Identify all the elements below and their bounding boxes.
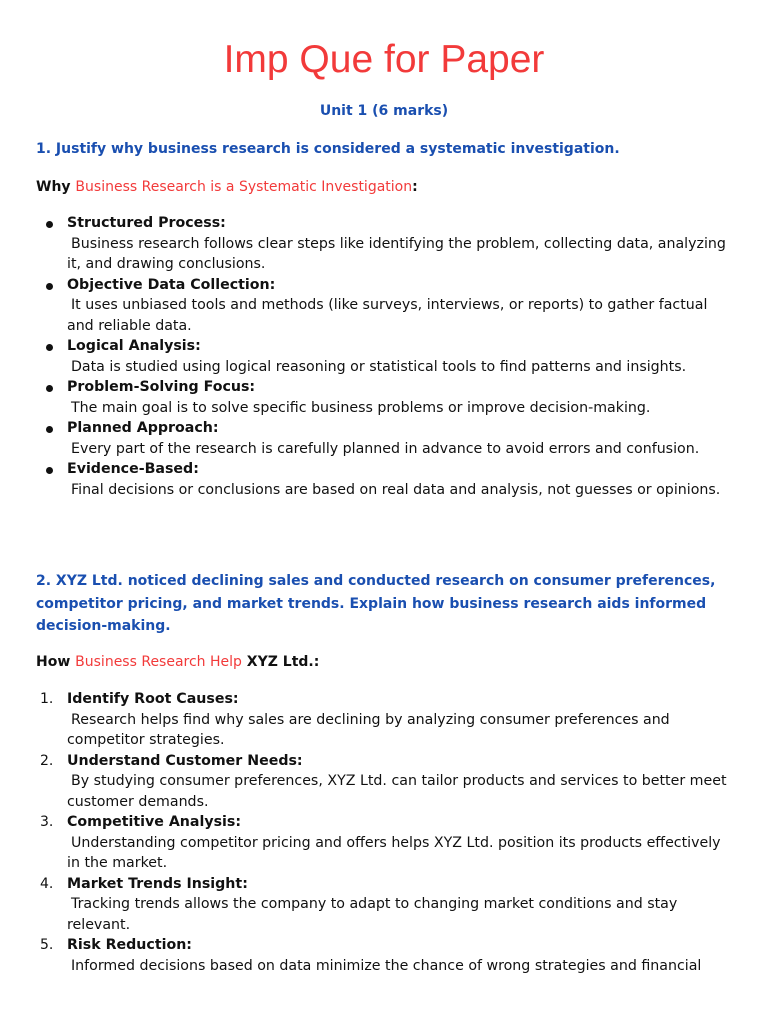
bullet-icon — [46, 467, 53, 474]
bullet-icon — [46, 283, 53, 290]
item-heading: Planned Approach: — [67, 420, 219, 436]
bullet-icon — [46, 426, 53, 433]
q1-bullet-list — [0, 213, 768, 500]
list-item — [0, 418, 768, 459]
q1-answer-lead — [36, 177, 736, 197]
item-heading: Logical Analysis: — [67, 338, 201, 354]
bullet-icon — [46, 344, 53, 351]
item-heading: Identify Root Causes: — [67, 691, 239, 707]
item-number: 1. — [40, 691, 54, 707]
list-item — [0, 213, 768, 275]
list-item — [0, 874, 768, 936]
item-number: 3. — [40, 814, 54, 830]
q1-lead-suffix: : — [412, 179, 418, 195]
item-number: 5. — [40, 937, 54, 953]
unit-heading: Unit 1 (6 marks) — [319, 103, 449, 119]
item-body: It uses unbiased tools and methods (like surveys, interviews, or reports) to gather factual and reliable data. — [67, 297, 708, 334]
item-heading: Risk Reduction: — [67, 937, 192, 953]
bullet-icon — [46, 385, 53, 392]
list-item — [0, 935, 768, 976]
item-number: 4. — [40, 875, 54, 892]
item-heading: Structured Process: — [67, 215, 226, 231]
q2-numbered-list — [0, 689, 768, 976]
list-item — [0, 689, 768, 751]
list-item — [0, 459, 768, 500]
item-body: Every part of the research is carefully planned in advance to avoid errors and confusion. — [71, 440, 700, 457]
page-title: Imp Que for Paper — [223, 38, 545, 81]
q2-answer-lead — [36, 652, 736, 672]
item-body: Informed decisions based on data minimize the chance of wrong strategies and financial — [71, 957, 702, 974]
item-heading: Problem-Solving Focus: — [67, 379, 256, 395]
item-body: By studying consumer preferences, XYZ Ltd. can tailor products and services to better meet customer demands. — [67, 773, 727, 810]
item-heading: Objective Data Collection: — [67, 276, 276, 293]
q2-lead-suffix: XYZ Ltd.: — [241, 654, 320, 670]
item-body: Final decisions or conclusions are based on real data and analysis, not guesses or opinions. — [71, 481, 721, 498]
question-1: 1. Justify why business research is considered a systematic investigation. — [36, 141, 620, 157]
question-2: 2. XYZ Ltd. noticed declining sales and conducted research on consumer preferences, competitor pricing, and market trends. Explain how business research aids informed decision-making. — [36, 573, 716, 634]
item-body: The main goal is to solve specific business problems or improve decision-making. — [71, 399, 651, 416]
item-heading: Competitive Analysis: — [67, 814, 242, 830]
item-heading: Understand Customer Needs: — [67, 752, 303, 769]
item-heading: Evidence-Based: — [67, 461, 199, 477]
list-item — [0, 751, 768, 813]
q2-lead-prefix: How — [36, 654, 76, 670]
item-body: Business research follows clear steps like identifying the problem, collecting data, analyzing it, and drawing conclusions. — [67, 235, 726, 272]
list-item — [0, 812, 768, 874]
item-body: Data is studied using logical reasoning or statistical tools to find patterns and insights. — [71, 358, 687, 375]
q1-lead-prefix: Why — [36, 179, 76, 195]
item-body: Tracking trends allows the company to adapt to changing market conditions and stay relevant. — [67, 896, 678, 933]
list-item — [0, 377, 768, 418]
item-body: Understanding competitor pricing and offers helps XYZ Ltd. position its products effectively in the market. — [67, 834, 721, 871]
list-item — [0, 275, 768, 337]
item-number: 2. — [40, 752, 54, 769]
item-heading: Market Trends Insight: — [67, 875, 248, 892]
q1-lead-highlight: Business Research is a Systematic Investigation — [75, 179, 413, 195]
q2-lead-highlight: Business Research Help — [75, 654, 242, 670]
item-body: Research helps find why sales are declining by analyzing consumer preferences and competitor strategies. — [67, 711, 670, 748]
bullet-icon — [46, 221, 53, 228]
list-item — [0, 336, 768, 377]
